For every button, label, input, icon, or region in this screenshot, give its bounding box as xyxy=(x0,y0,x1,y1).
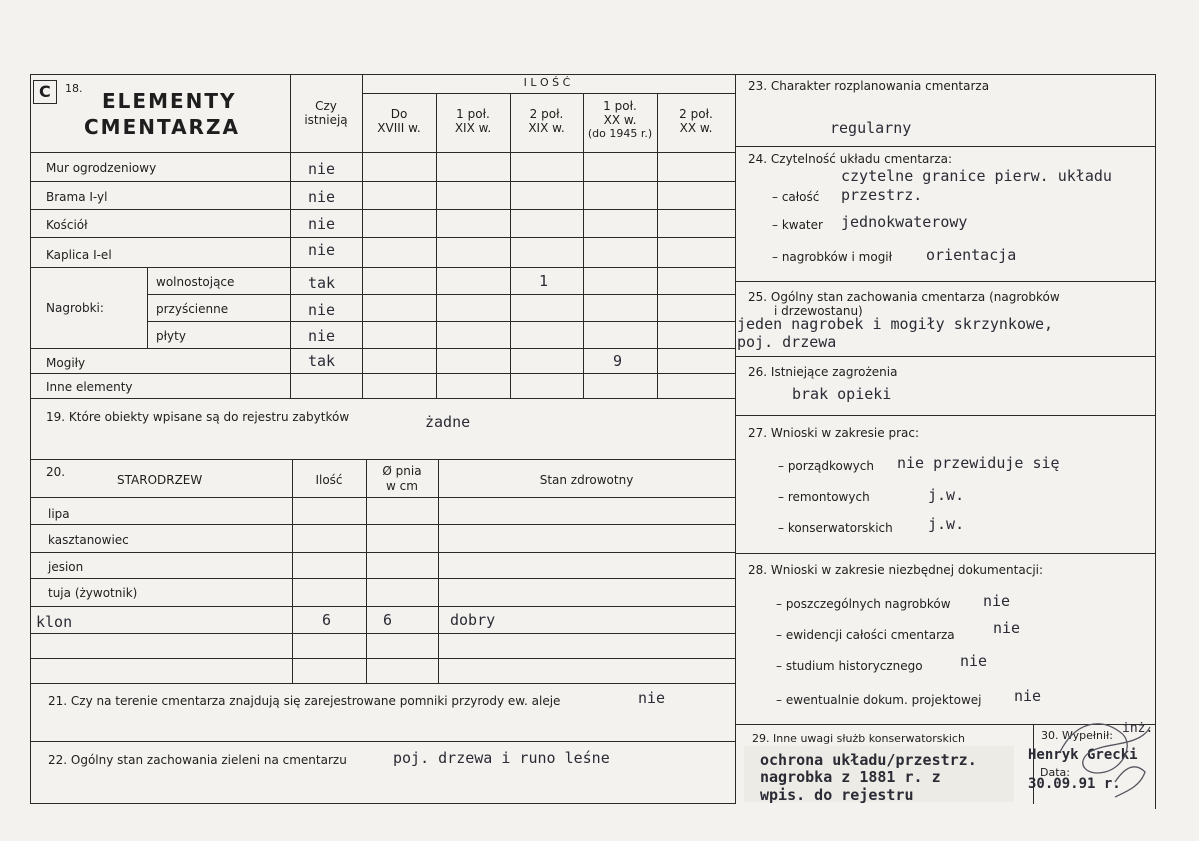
q26-label: 26. Istniejące zagrożenia xyxy=(748,365,898,379)
q24-item-calosc: – całość xyxy=(772,190,820,204)
q26-top-line xyxy=(735,356,1155,357)
q28-item-3: – studium historycznego xyxy=(776,659,923,673)
q25-label-1: 25. Ogólny stan zachowania cmentarza (nagrobków xyxy=(748,290,1060,304)
nagrobki-wolnostojace-exists: tak xyxy=(308,274,336,292)
section-number: 18. xyxy=(65,82,83,95)
quantity-header: I L O Ś Ć xyxy=(523,76,571,89)
tree-tuja: tuja (żywotnik) xyxy=(48,586,138,600)
q29-answer-3: wpis. do rejestru xyxy=(760,786,914,804)
row-label-brama: Brama I-yl xyxy=(46,190,108,204)
nagrobki-przyscienne-exists: nie xyxy=(308,301,336,319)
q27-item-remontowych: – remontowych xyxy=(778,490,870,504)
title-line1: ELEMENTY xyxy=(102,89,237,113)
header-bottom-line xyxy=(30,152,735,153)
row-line-2 xyxy=(30,209,735,210)
period-5-line2: XX w. xyxy=(679,121,713,135)
mogily-label: Mogiły xyxy=(46,356,86,370)
trees-row-line-4 xyxy=(30,606,735,607)
period-1-line2: XVIII w. xyxy=(377,121,421,135)
q19-label: 19. Które obiekty wpisane są do rejestru zabytków xyxy=(46,410,350,424)
tree-jesion: jesion xyxy=(48,560,84,574)
q24-label: 24. Czytelność układu cmentarza: xyxy=(748,152,953,166)
q30-title: inż. xyxy=(1122,721,1154,736)
trees-col-line-3 xyxy=(438,459,439,683)
row-line-4 xyxy=(30,267,735,268)
col-exists-label-2: istnieją xyxy=(304,113,348,127)
section-code: C xyxy=(39,82,51,101)
period-1-line1: Do xyxy=(390,107,408,121)
q29-label: 29. Inne uwagi służb konserwatorskich xyxy=(752,732,965,745)
tree-klon-diam: 6 xyxy=(383,611,393,629)
inne-label: Inne elementy xyxy=(46,380,133,394)
col-line-p5 xyxy=(657,93,658,399)
q28-item-1: – poszczególnych nagrobków xyxy=(776,597,951,611)
q24-answer-nagrobkow: orientacja xyxy=(926,246,1017,264)
q29-answer-2: nagrobka z 1881 r. z xyxy=(760,768,941,786)
tree-klon-health: dobry xyxy=(450,611,496,629)
nagrobki-plyty-exists: nie xyxy=(308,327,336,345)
q21-answer: nie xyxy=(638,689,666,707)
trees-col-health: Stan zdrowotny xyxy=(539,473,634,487)
nagrobki-wolnostojace-label: wolnostojące xyxy=(156,275,235,289)
q22-answer: poj. drzewa i runo leśne xyxy=(393,749,610,767)
q24-item-kwater: – kwater xyxy=(772,218,823,232)
q30-date-label: Data: xyxy=(1040,766,1070,779)
col-line-p3 xyxy=(510,93,511,399)
q24-answer-top: czytelne granice pierw. układu xyxy=(841,167,1112,185)
quantity-header-line xyxy=(362,93,735,94)
title-line2: CMENTARZA xyxy=(84,115,240,139)
row-label-kaplica: Kaplica I-el xyxy=(46,248,112,262)
nagrobki-label: Nagrobki: xyxy=(46,301,104,315)
q23-answer: regularny xyxy=(830,119,912,137)
q22-top-line xyxy=(30,741,735,742)
q25-answer-1: jeden nagrobek i mogiły skrzynkowe, xyxy=(737,315,1054,333)
q28-label: 28. Wnioski w zakresie niezbędnej dokumentacji: xyxy=(748,563,1044,577)
q19-answer: żadne xyxy=(425,413,471,431)
q28-answer-4: nie xyxy=(1014,687,1042,705)
row-label-mur: Mur ogrodzeniowy xyxy=(46,161,157,175)
row-label-kosciol: Kościół xyxy=(46,218,88,232)
nagrobki-plyty-label: płyty xyxy=(156,329,186,343)
frame-right-line xyxy=(1155,74,1156,809)
trees-row-line-3 xyxy=(30,578,735,579)
mogily-qty: 9 xyxy=(613,352,623,370)
q27-item-porzadkowych: – porządkowych xyxy=(778,459,874,473)
q30-date: 30.09.91 r. xyxy=(1028,776,1121,792)
trees-col-line-1 xyxy=(292,459,293,683)
row-exists-kaplica: nie xyxy=(308,241,336,259)
row-exists-mur: nie xyxy=(308,160,336,178)
q21-top-line xyxy=(30,683,735,684)
q24-top-line xyxy=(735,146,1155,147)
q27-top-line xyxy=(735,415,1155,416)
period-3-line2: XIX w. xyxy=(528,121,565,135)
row-line-1 xyxy=(30,181,735,182)
period-2-line1: 1 poł. xyxy=(456,107,490,121)
row-line-6 xyxy=(147,321,735,322)
q27-item-konserwatorskich: – konserwatorskich xyxy=(778,521,893,535)
trees-row-line-5 xyxy=(30,633,735,634)
row-line-3 xyxy=(30,237,735,238)
row-line-8 xyxy=(30,373,735,374)
period-4-line2: XX w. xyxy=(603,113,637,127)
trees-header-bottom xyxy=(30,497,735,498)
nagrobki-przyscienne-label: przyścienne xyxy=(156,302,229,316)
q21-label: 21. Czy na terenie cmentarza znajdują się zarejestrowane pomniki przyrody ew. aleje xyxy=(48,694,561,708)
period-5-line1: 2 poł. xyxy=(679,107,713,121)
frame-bottom-line xyxy=(30,803,735,804)
period-4-line3: (do 1945 r.) xyxy=(587,127,653,140)
q25-top-line xyxy=(735,281,1155,282)
nagrobki-wolnostojace-qty: 1 xyxy=(539,272,549,290)
handwritten-signature xyxy=(1045,712,1155,802)
q30-name: Henryk Grecki xyxy=(1028,747,1138,763)
row-exists-kosciol: nie xyxy=(308,215,336,233)
q28-top-line xyxy=(735,553,1155,554)
mogily-exists: tak xyxy=(308,352,336,370)
period-2-line2: XIX w. xyxy=(454,121,492,135)
q23-label: 23. Charakter rozplanowania cmentarza xyxy=(748,79,990,93)
q25-answer-2: poj. drzewa xyxy=(737,333,837,351)
q28-item-4: – ewentualnie dokum. projektowej xyxy=(776,693,982,707)
trees-header: STARODRZEW xyxy=(117,473,203,487)
q24-item-nagrobkow: – nagrobków i mogił xyxy=(772,250,893,264)
tree-klon-name: klon xyxy=(36,613,73,631)
tree-klon-count: 6 xyxy=(322,611,332,629)
q25-label-2: i drzewostanu) xyxy=(774,304,863,318)
trees-number: 20. xyxy=(46,465,66,479)
trees-col-diam-1: Ø pnia xyxy=(382,464,422,478)
q28-answer-2: nie xyxy=(993,619,1021,637)
trees-top-line xyxy=(30,459,735,460)
row-line-5 xyxy=(147,294,735,295)
tree-lipa: lipa xyxy=(48,507,70,521)
q27-label: 27. Wnioski w zakresie prac: xyxy=(748,426,920,440)
frame-middle-line xyxy=(735,74,736,804)
trees-row-line-2 xyxy=(30,552,735,553)
frame-left-line xyxy=(30,74,31,804)
q30-label: 30. Wypełnił: xyxy=(1041,729,1113,742)
q27-answer-remontowych: j.w. xyxy=(928,486,965,504)
trees-row-line-1 xyxy=(30,524,735,525)
row-exists-brama: nie xyxy=(308,188,336,206)
q28-item-2: – ewidencji całości cmentarza xyxy=(776,628,955,642)
q27-answer-konserwatorskich: j.w. xyxy=(928,515,965,533)
q28-answer-1: nie xyxy=(983,592,1011,610)
trees-col-count: Ilość xyxy=(315,473,343,487)
q24-answer-calosc: przestrz. xyxy=(841,186,923,204)
tree-kasztanowiec: kasztanowiec xyxy=(48,533,129,547)
period-4-line1: 1 poł. xyxy=(603,99,637,113)
q29-answer-1: ochrona układu/przestrz. xyxy=(760,751,977,769)
q24-answer-kwater: jednokwaterowy xyxy=(841,213,968,231)
q19-top-line xyxy=(30,398,735,399)
q26-answer: brak opieki xyxy=(792,385,892,403)
q22-label: 22. Ogólny stan zachowania zieleni na cmentarzu xyxy=(48,753,347,767)
col-line-p2 xyxy=(436,93,437,399)
col-exists-label-1: Czy xyxy=(315,99,337,113)
trees-row-line-6 xyxy=(30,658,735,659)
q28-answer-3: nie xyxy=(960,652,988,670)
nagrobki-divider xyxy=(147,267,148,348)
frame-top-line xyxy=(30,74,1155,75)
period-3-line1: 2 poł. xyxy=(529,107,564,121)
trees-col-diam-2: w cm xyxy=(386,479,418,493)
q27-answer-porzadkowych: nie przewiduje się xyxy=(897,454,1060,472)
row-line-7 xyxy=(30,348,735,349)
